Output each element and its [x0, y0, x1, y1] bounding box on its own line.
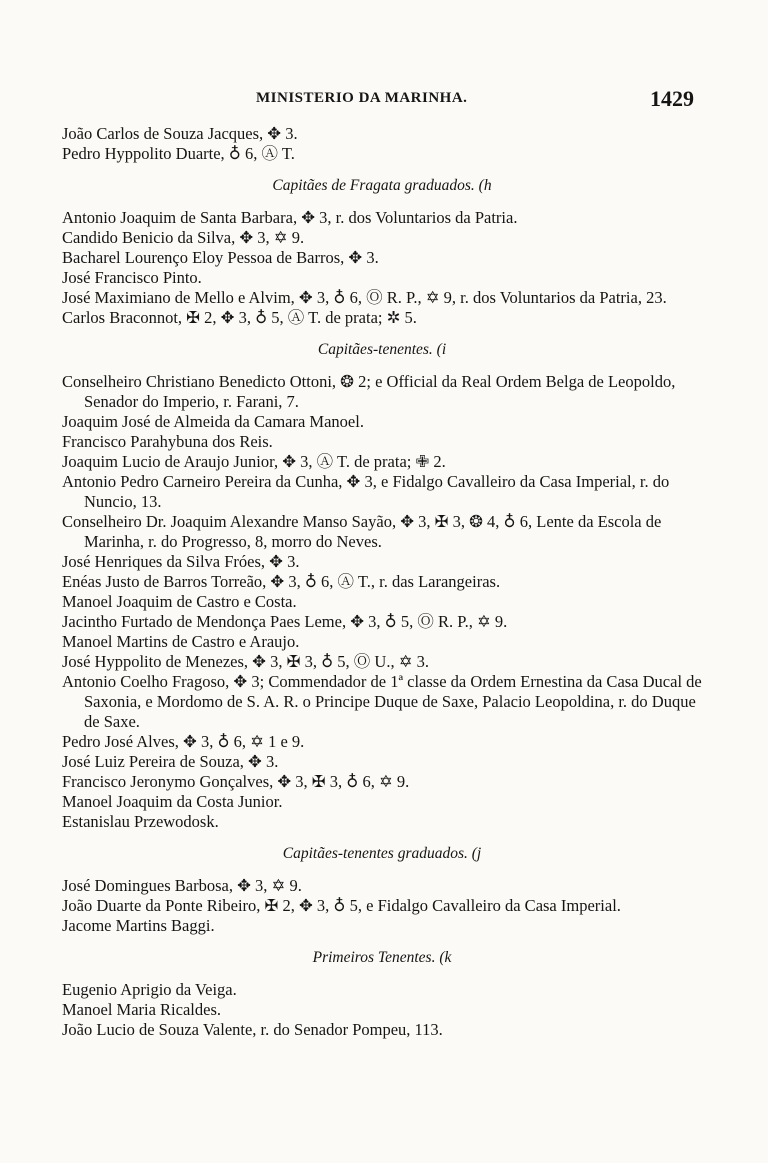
list-item: Eugenio Aprigio da Veiga. — [62, 980, 237, 999]
list-item: Antonio Pedro Carneiro Pereira da Cunha, ✥ 3, e Fidalgo Cavalleiro da Casa Imperial, r. do Nuncio, 13. — [62, 472, 670, 511]
section-title: Capitães de Fragata graduados. (h — [272, 177, 492, 194]
page-body — [62, 124, 702, 1040]
list-item: José Maximiano de Mello e Alvim, ✥ 3, ♁ 6, Ⓞ R. P., ✡ 9, r. dos Voluntarios da Patria, 23. — [62, 288, 667, 307]
list-item: João Lucio de Souza Valente, r. do Senador Pompeu, 113. — [62, 1020, 443, 1039]
section-primeiros-tenentes — [62, 948, 702, 1040]
section-title: Primeiros Tenentes. (k — [312, 949, 452, 966]
list-item: Manoel Martins de Castro e Araujo. — [62, 632, 300, 651]
section-capitaes-tenentes-graduados — [62, 844, 702, 936]
section-continuation — [62, 124, 702, 164]
list-item: José Domingues Barbosa, ✥ 3, ✡ 9. — [62, 876, 302, 895]
list-item: Carlos Braconnot, ✠ 2, ✥ 3, ♁ 5, Ⓐ T. de prata; ✲ 5. — [62, 308, 417, 327]
list-item: Manoel Maria Ricaldes. — [62, 1000, 221, 1019]
list-item: Conselheiro Christiano Benedicto Ottoni, ❂ 2; e Official da Real Ordem Belga de Leopoldo, Senador do Imperio, r. Farani, 7. — [62, 372, 676, 411]
list-item: Estanislau Przewodosk. — [62, 812, 219, 831]
list-item: João Duarte da Ponte Ribeiro, ✠ 2, ✥ 3, ♁ 5, e Fidalgo Cavalleiro da Casa Imperial. — [62, 896, 621, 915]
list-item: Pedro José Alves, ✥ 3, ♁ 6, ✡ 1 e 9. — [62, 732, 305, 751]
list-item: José Luiz Pereira de Souza, ✥ 3. — [62, 752, 279, 771]
list-item: Joaquim José de Almeida da Camara Manoel. — [62, 412, 364, 431]
list-item: Jacome Martins Baggi. — [62, 916, 215, 935]
running-head: MINISTERIO DA MARINHA. — [256, 90, 468, 106]
list-item: José Henriques da Silva Fróes, ✥ 3. — [62, 552, 300, 571]
list-item: Manoel Joaquim de Castro e Costa. — [62, 592, 297, 611]
list-item: Jacintho Furtado de Mendonça Paes Leme, ✥ 3, ♁ 5, Ⓞ R. P., ✡ 9. — [62, 612, 508, 631]
list-item: José Hyppolito de Menezes, ✥ 3, ✠ 3, ♁ 5, Ⓞ U., ✡ 3. — [62, 652, 430, 671]
list-item: Enéas Justo de Barros Torreão, ✥ 3, ♁ 6, Ⓐ T., r. das Larangeiras. — [62, 572, 501, 591]
list-item: Manoel Joaquim da Costa Junior. — [62, 792, 283, 811]
list-item: Antonio Coelho Fragoso, ✥ 3; Commendador de 1ª classe da Ordem Ernestina da Casa Ducal de Saxonia, e Mordomo de S. A. R. o Principe Duque de Saxe, Palacio Leopoldina, r. do Duque de Saxe. — [62, 672, 702, 731]
list-item: Pedro Hyppolito Duarte, ♁ 6, Ⓐ T. — [62, 144, 295, 163]
list-item: Bacharel Lourenço Eloy Pessoa de Barros, ✥ 3. — [62, 248, 379, 267]
section-capitaes-de-fragata-graduados — [62, 176, 702, 328]
list-item: Francisco Jeronymo Gonçalves, ✥ 3, ✠ 3, ♁ 6, ✡ 9. — [62, 772, 410, 791]
page-number: 1429 — [650, 86, 694, 111]
list-item: Joaquim Lucio de Araujo Junior, ✥ 3, Ⓐ T. de prata; ✙ 2. — [62, 452, 446, 471]
list-item: João Carlos de Souza Jacques, ✥ 3. — [62, 124, 298, 143]
section-title: Capitães-tenentes graduados. (j — [282, 845, 482, 862]
list-item: Candido Benicio da Silva, ✥ 3, ✡ 9. — [62, 228, 305, 247]
section-title: Capitães-tenentes. (i — [317, 341, 447, 358]
list-item: Antonio Joaquim de Santa Barbara, ✥ 3, r. dos Voluntarios da Patria. — [62, 208, 518, 227]
list-item: Conselheiro Dr. Joaquim Alexandre Manso Sayão, ✥ 3, ✠ 3, ❂ 4, ♁ 6, Lente da Escola de Marinha, r. do Progresso, 8, morro do Neves. — [62, 512, 662, 551]
list-item: Francisco Parahybuna dos Reis. — [62, 432, 273, 451]
section-capitaes-tenentes — [62, 340, 702, 832]
page-header — [60, 88, 700, 112]
list-item: José Francisco Pinto. — [62, 268, 202, 287]
